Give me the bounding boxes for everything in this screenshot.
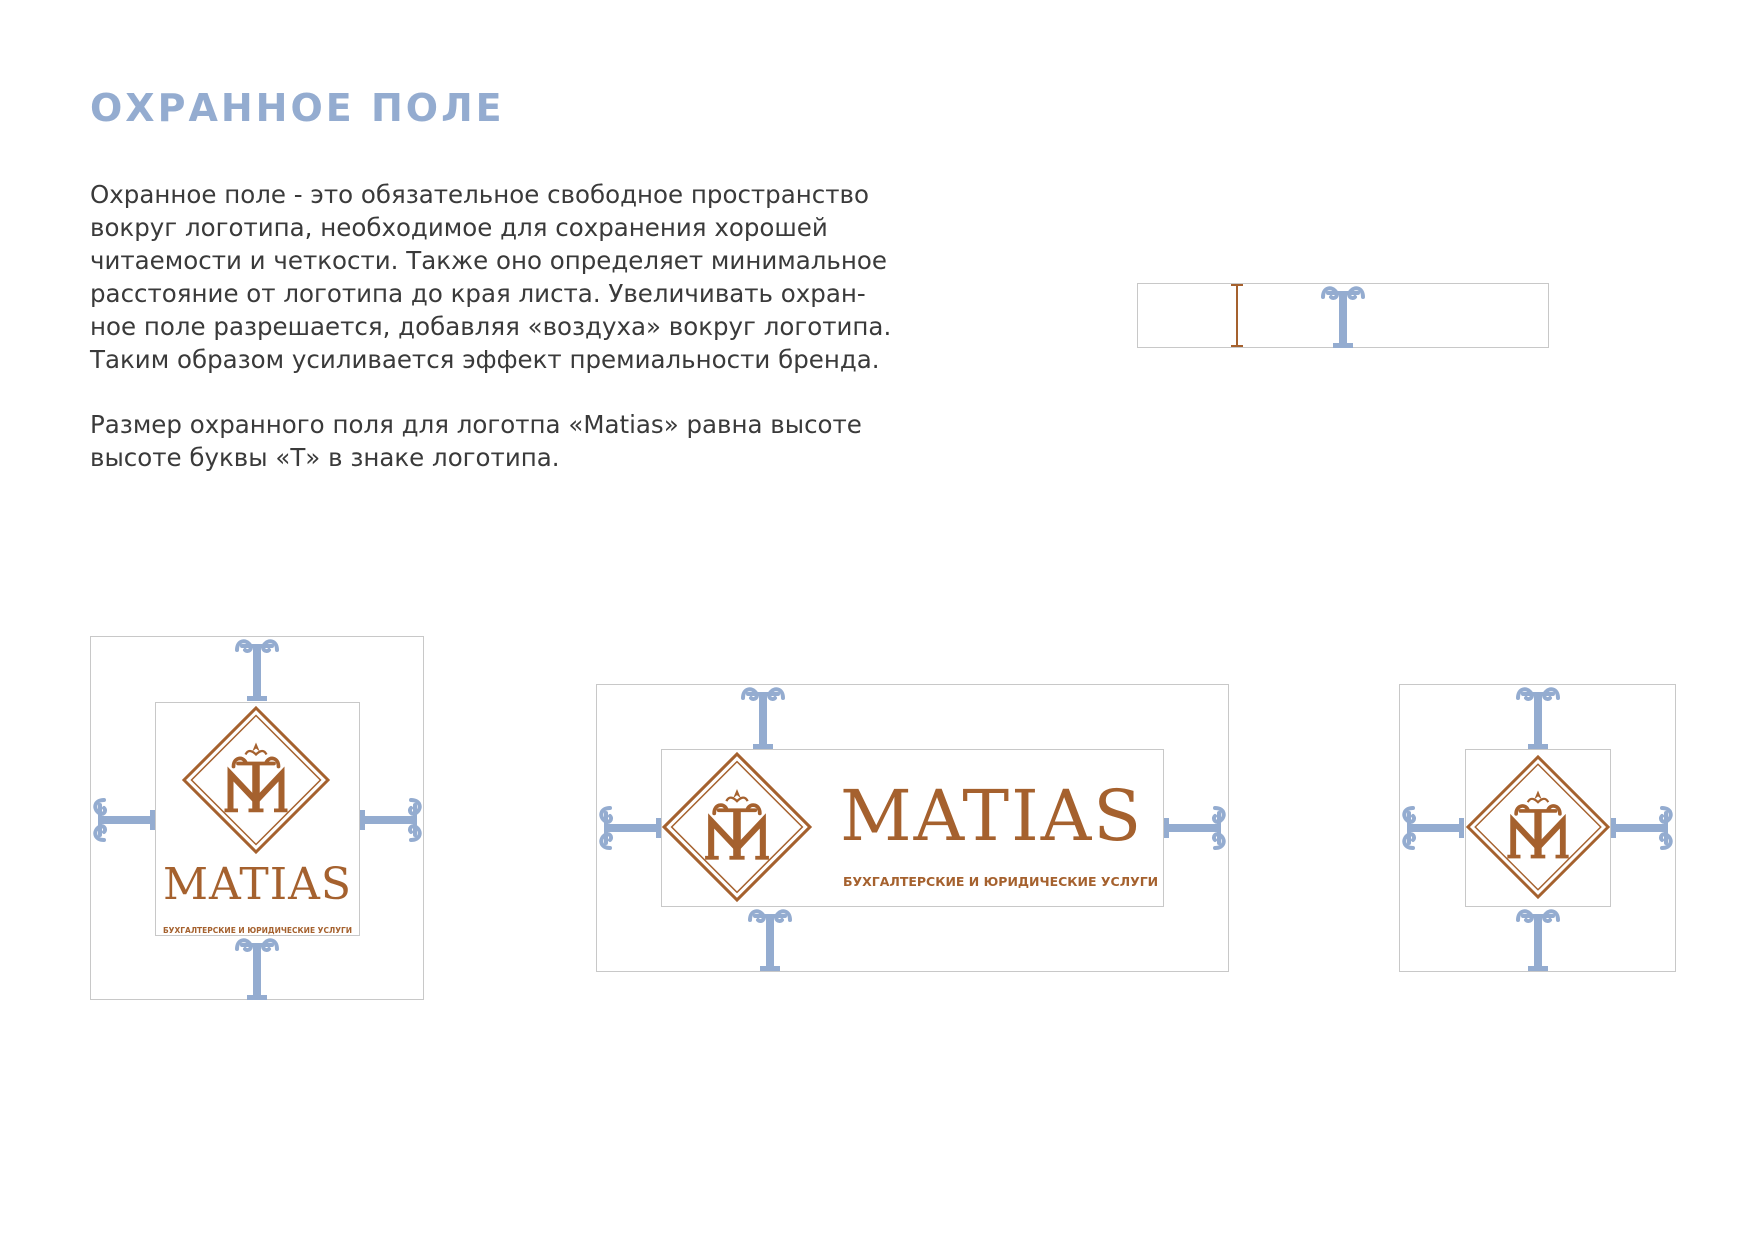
guide-t-icon-bottom bbox=[747, 906, 793, 972]
monogram-mt-icon bbox=[1465, 751, 1611, 903]
guide-t-icon-left bbox=[596, 805, 662, 851]
monogram-mt-icon bbox=[661, 751, 813, 903]
brand-name: MATIAS bbox=[840, 775, 1144, 857]
guide-t-icon-top bbox=[1515, 684, 1561, 750]
guide-t-icon-top bbox=[234, 636, 280, 702]
guide-t-icon-bottom bbox=[1515, 906, 1561, 972]
guide-t-icon-top bbox=[740, 684, 786, 750]
size-rule-paragraph: Размер охранного поля для логотпа «Matias» равна высоте высоте буквы «Т» в знаке логотипа. bbox=[90, 410, 862, 472]
brand-tagline: БУХГАЛТЕРСКИЕ И ЮРИДИЧЕСКИЕ УСЛУГИ bbox=[843, 874, 1159, 889]
guide-t-icon-left bbox=[90, 797, 156, 843]
guide-t-icon-right bbox=[1163, 805, 1229, 851]
brand-tagline: БУХГАЛТЕРСКИЕ И ЮРИДИЧЕСКИЕ УСЛУГИ bbox=[162, 926, 353, 935]
guide-t-icon-right bbox=[359, 797, 425, 843]
brand-name: MATIAS bbox=[162, 859, 353, 910]
page-title: ОХРАННОЕ ПОЛЕ bbox=[90, 86, 505, 130]
guide-t-icon-left bbox=[1399, 805, 1465, 851]
guide-t-icon-bottom bbox=[234, 935, 280, 1001]
letter-t-icon bbox=[1320, 283, 1366, 349]
description-paragraph: Охранное поле - это обязательное свободное пространство вокруг логотипа, необходимое для сохранения хорошей читаемости и четкости. Также оно определяет минимальное расстояние от логотипа до края листа. Увеличивать охран- ное поле разрешается, добавляя «воздуха» вокруг логотипа. Таким образом усиливается эффект премиальности бренда. bbox=[90, 180, 892, 374]
guide-t-icon-right bbox=[1610, 805, 1676, 851]
monogram-mt-icon bbox=[181, 705, 331, 855]
height-marker-icon bbox=[1230, 283, 1260, 349]
